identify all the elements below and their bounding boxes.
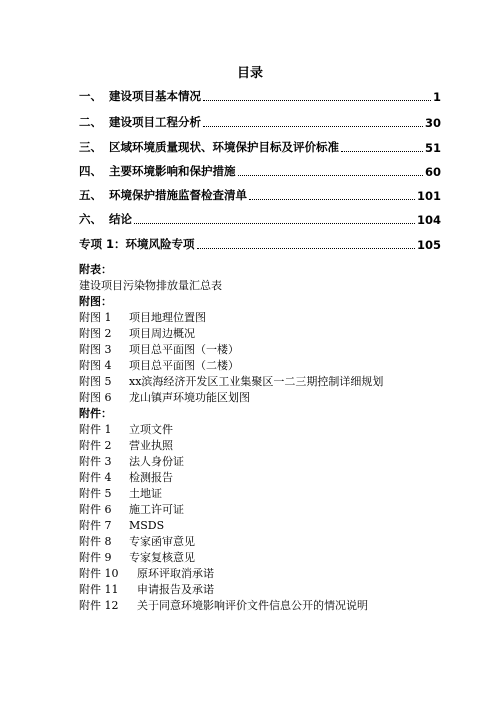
toc-entry-4[interactable] xyxy=(79,163,441,179)
attachment-item xyxy=(79,566,459,582)
item-number: 附件 10 xyxy=(79,567,119,580)
appendix-list xyxy=(79,262,459,614)
toc-leader-dots xyxy=(238,175,423,176)
item-text: 检测报告 xyxy=(129,471,173,484)
attached-tables-heading: 附表： xyxy=(79,263,112,276)
item-text: 关于同意环境影响评价文件信息公开的情况说明 xyxy=(137,599,368,612)
attachment-item xyxy=(79,502,459,518)
toc-label: 专项 1：环境风险专项 xyxy=(79,237,195,251)
item-text: 立项文件 xyxy=(129,423,173,436)
toc-leader-dots xyxy=(197,248,415,249)
item-number: 附件 4 xyxy=(79,471,112,484)
toc-label: 建设项目工程分析 xyxy=(109,115,201,129)
item-number: 附件 1 xyxy=(79,423,112,436)
toc-leader-dots xyxy=(203,100,431,101)
toc-page-number: 60 xyxy=(424,165,441,179)
attached-figure-item xyxy=(79,374,459,390)
attachment-item xyxy=(79,582,459,598)
attachment-item xyxy=(79,550,459,566)
toc-page-number: 30 xyxy=(424,116,441,130)
attachment-item xyxy=(79,598,459,614)
toc-leader-dots xyxy=(249,199,415,200)
item-number: 附件 5 xyxy=(79,487,112,500)
item-number: 附件 7 xyxy=(79,519,112,532)
toc-leader-dots xyxy=(203,126,423,127)
attachment-item xyxy=(79,422,459,438)
item-number: 附件 3 xyxy=(79,455,112,468)
attachments-heading: 附件： xyxy=(79,407,112,420)
item-number: 附图 1 xyxy=(79,311,112,324)
item-number: 附件 2 xyxy=(79,439,112,452)
page-title: 目录 xyxy=(236,66,263,81)
item-number: 附图 4 xyxy=(79,359,112,372)
toc-number: 二、 xyxy=(79,115,102,129)
toc-number: 四、 xyxy=(79,164,102,178)
item-number: 附件 9 xyxy=(79,551,112,564)
toc-label: 区域环境质量现状、环境保护目标及评价标准 xyxy=(109,140,339,154)
attached-figure-item xyxy=(79,310,459,326)
attachment-item xyxy=(79,518,459,534)
toc-entry-2[interactable] xyxy=(79,114,441,130)
attachment-item xyxy=(79,534,459,550)
item-text: 建设项目污染物排放量汇总表 xyxy=(79,279,222,292)
item-text: 项目周边概况 xyxy=(129,327,195,340)
item-number: 附图 5 xyxy=(79,375,112,388)
toc-label: 结论 xyxy=(109,212,132,226)
toc-leader-dots xyxy=(341,151,423,152)
item-text: 项目总平面图（一楼） xyxy=(129,343,239,356)
item-number: 附图 3 xyxy=(79,343,112,356)
toc-number: 五、 xyxy=(79,188,102,202)
item-text: 原环评取消承诺 xyxy=(137,567,214,580)
item-number: 附图 6 xyxy=(79,391,112,404)
attached-figure-item xyxy=(79,342,459,358)
item-number: 附件 11 xyxy=(79,583,119,596)
toc-page-number: 1 xyxy=(432,90,441,104)
attached-table-item xyxy=(79,278,459,294)
attachment-item xyxy=(79,438,459,454)
item-text: 项目地理位置图 xyxy=(129,311,206,324)
item-text: MSDS xyxy=(129,519,165,532)
toc-page-number: 101 xyxy=(416,189,441,203)
item-text: 土地证 xyxy=(129,487,162,500)
item-text: 申请报告及承诺 xyxy=(137,583,214,596)
toc-page-number: 51 xyxy=(424,141,441,155)
toc-number: 三、 xyxy=(79,140,102,154)
toc-entry-3[interactable] xyxy=(79,139,441,155)
attachment-item xyxy=(79,486,459,502)
item-text: xx滨海经济开发区工业集聚区一二三期控制详细规划 xyxy=(129,375,384,388)
toc-number: 一、 xyxy=(79,89,102,103)
item-text: 施工许可证 xyxy=(129,503,184,516)
item-number: 附件 6 xyxy=(79,503,112,516)
attached-figure-item xyxy=(79,326,459,342)
toc-leader-dots xyxy=(134,223,415,224)
toc-label: 环境保护措施监督检查清单 xyxy=(109,188,247,202)
item-text: 项目总平面图（二楼） xyxy=(129,359,239,372)
toc-entry-5[interactable] xyxy=(79,187,441,203)
attached-figure-item xyxy=(79,390,459,406)
item-text: 营业执照 xyxy=(129,439,173,452)
item-text: 专家函审意见 xyxy=(129,535,195,548)
item-text: 龙山镇声环境功能区划图 xyxy=(129,391,250,404)
attached-figures-heading: 附图： xyxy=(79,295,112,308)
item-text: 专家复核意见 xyxy=(129,551,195,564)
toc-entry-6[interactable] xyxy=(79,211,441,227)
attachment-item xyxy=(79,454,459,470)
item-text: 法人身份证 xyxy=(129,455,184,468)
attached-figure-item xyxy=(79,358,459,374)
toc-number: 六、 xyxy=(79,212,102,226)
item-number: 附件 8 xyxy=(79,535,112,548)
toc-entry-special-1[interactable] xyxy=(79,236,441,252)
attachment-item xyxy=(79,470,459,486)
item-number: 附图 2 xyxy=(79,327,112,340)
toc-page-number: 104 xyxy=(416,213,441,227)
toc-label: 建设项目基本情况 xyxy=(109,89,201,103)
toc-page-number: 105 xyxy=(416,238,441,252)
toc-entry-1[interactable] xyxy=(79,88,441,104)
item-number: 附件 12 xyxy=(79,599,119,612)
toc-label: 主要环境影响和保护措施 xyxy=(109,164,236,178)
